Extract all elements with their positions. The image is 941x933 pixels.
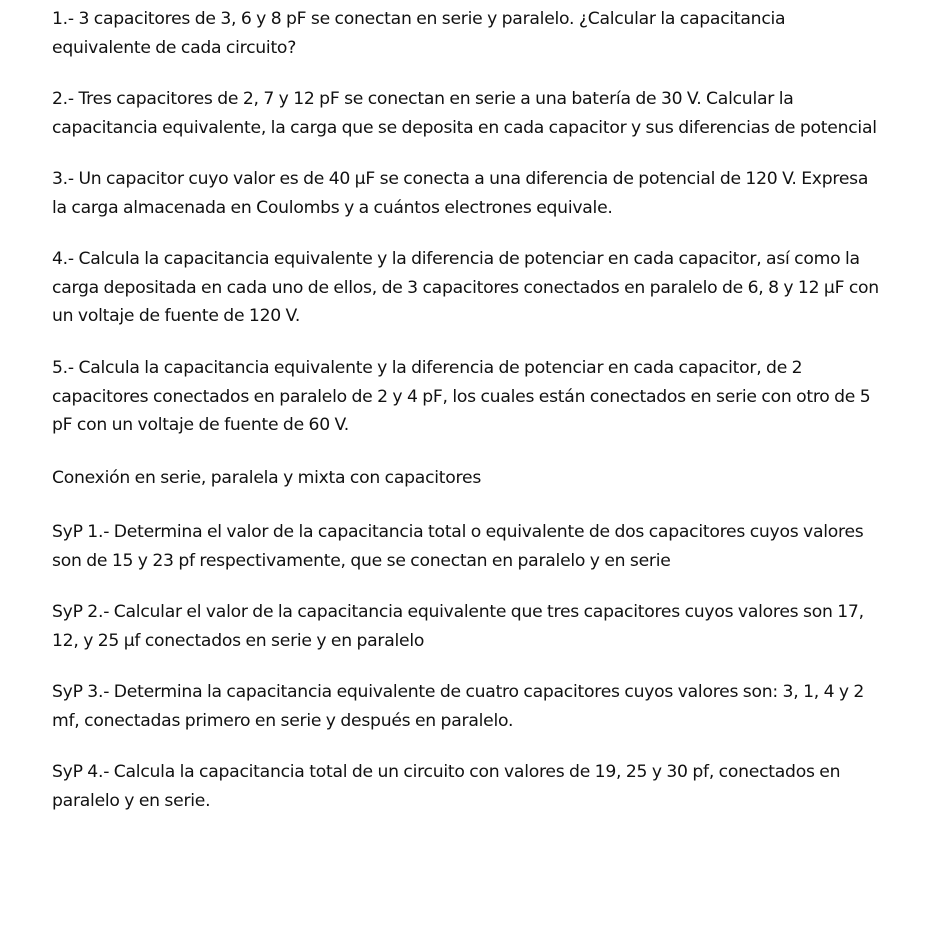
syp-problem-3-line-1: SyP 3.- Determina la capacitancia equivalente de cuatro capacitores cuyos valores son: 3, 1, 4 y 2 (52, 682, 865, 702)
syp-problem-1-line-2: son de 15 y 23 pf respectivamente, que se conectan en paralelo y en serie (52, 550, 671, 571)
problem-5 (52, 354, 922, 440)
problem-2 (52, 85, 922, 142)
syp-problem-2 (52, 598, 922, 655)
syp-problem-2-line-1: SyP 2.- Calcular el valor de la capacitancia equivalente que tres capacitores cuyos valores son 17, (52, 602, 864, 622)
problem-3 (52, 165, 922, 222)
problem-5-line-1: 5.- Calcula la capacitancia equivalente y la diferencia de potenciar en cada capacitor, de 2 (52, 358, 803, 378)
problem-3-line-1: 3.- Un capacitor cuyo valor es de 40 µF se conecta a una diferencia de potencial de 120 V. Expresa (52, 169, 869, 189)
problem-2-line-1: 2.- Tres capacitores de 2, 7 y 12 pF se conectan en serie a una batería de 30 V. Calcular la (52, 89, 794, 109)
problem-4-line-2: carga depositada en cada uno de ellos, de 3 capacitores conectados en paralelo de 6, 8 y 12 µF con (52, 277, 879, 298)
problem-4-line-1: 4.- Calcula la capacitancia equivalente y la diferencia de potenciar en cada capacitor, así como la (52, 249, 860, 269)
problem-1-line-1: 1.- 3 capacitores de 3, 6 y 8 pF se conectan en serie y paralelo. ¿Calcular la capacitancia (52, 9, 786, 29)
syp-problem-1-line-1: SyP 1.- Determina el valor de la capacitancia total o equivalente de dos capacitores cuyos valores (52, 522, 864, 542)
section-heading-text: Conexión en serie, paralela y mixta con capacitores (52, 468, 482, 488)
problem-4 (52, 245, 922, 331)
section-heading (52, 464, 922, 493)
problem-4-line-3: un voltaje de fuente de 120 V. (52, 306, 301, 327)
syp-problem-4-line-1: SyP 4.- Calcula la capacitancia total de un circuito con valores de 19, 25 y 30 pf, conectados en (52, 762, 841, 782)
syp-problem-4 (52, 758, 922, 815)
syp-problem-4-line-2: paralelo y en serie. (52, 790, 211, 811)
syp-problem-2-line-2: 12, y 25 µf conectados en serie y en paralelo (52, 630, 425, 651)
problem-5-line-2: capacitores conectados en paralelo de 2 y 4 pF, los cuales están conectados en serie con otro de 5 (52, 386, 871, 407)
syp-problem-3 (52, 678, 922, 735)
syp-problem-3-line-2: mf, conectadas primero en serie y después en paralelo. (52, 710, 514, 731)
problem-2-line-2: capacitancia equivalente, la carga que se deposita en cada capacitor y sus diferencias de potencial (52, 117, 877, 138)
problem-1-line-2: equivalente de cada circuito? (52, 37, 297, 58)
problem-5-line-3: pF con un voltaje de fuente de 60 V. (52, 415, 350, 436)
problem-1 (52, 5, 922, 62)
problem-3-line-2: la carga almacenada en Coulombs y a cuántos electrones equivale. (52, 197, 613, 218)
syp-problem-1 (52, 518, 922, 575)
